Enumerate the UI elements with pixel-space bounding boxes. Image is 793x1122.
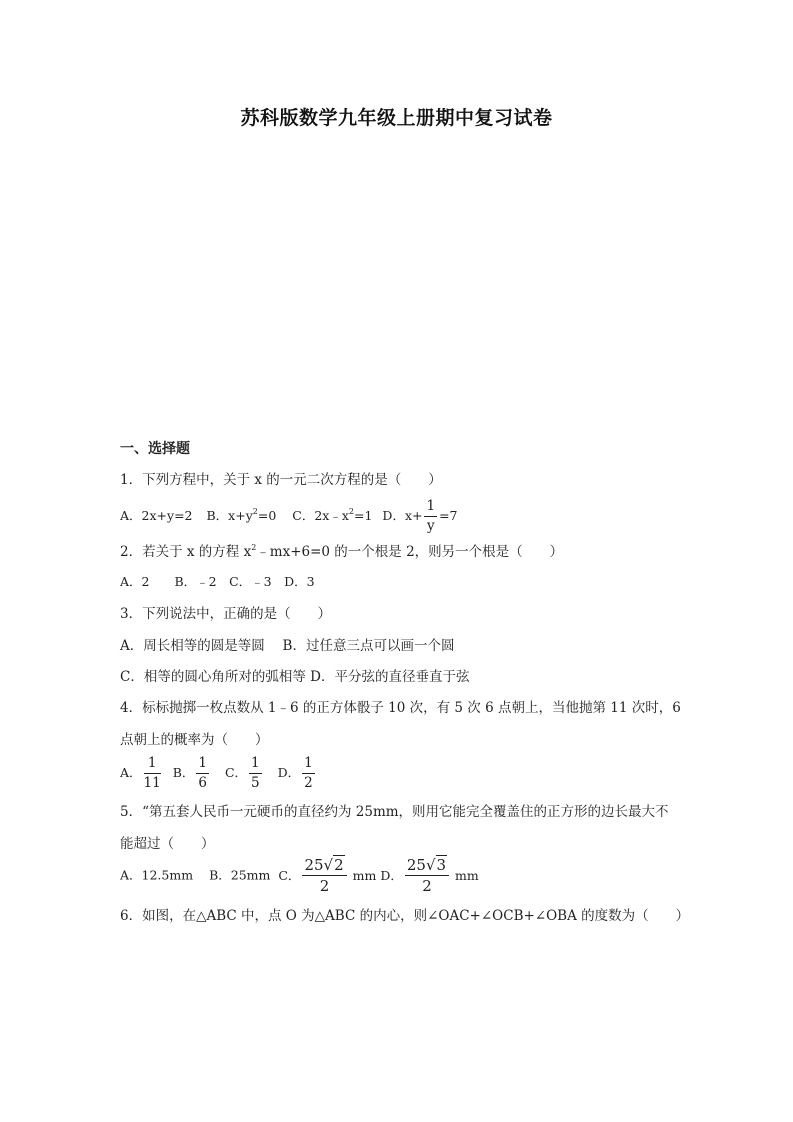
fraction: $\frac{1}{5}$: [251, 755, 260, 791]
q4-option-d: D． $\frac{1}{2}$: [277, 755, 313, 791]
section-heading: 一、选择题: [120, 441, 190, 457]
q4-option-a: A． $\frac{1}{11}$: [120, 755, 161, 791]
fraction: $\frac{1}{6}$: [198, 755, 207, 791]
question-6-stem: 6．如图，在△ABC 中，点 O 为△ABC 的内心，则∠OAC+∠OCB+∠OBA 的度数为（ ）: [120, 908, 690, 924]
question-4-stem-line-1: 4．标标抛掷一枚点数从 1﹣6 的正方体骰子 10 次，有 5 次 6 点朝上，当他抛第 11 次时，6: [120, 700, 681, 716]
q1-option-b: B．$x+y^2=0$: [206, 507, 277, 523]
question-1-options: [120, 500, 458, 533]
question-2-stem: 2．若关于 x 的方程 $x^2﹣mx+6=0$ 的一个根是 2，则另一个根是（ ）: [120, 543, 564, 560]
question-1-stem: 1．下列方程中，关于 x 的一元二次方程的是（ ）: [120, 472, 442, 488]
fraction: $\frac{1}{11}$: [143, 755, 161, 791]
fraction: $\frac{1}{2}$: [304, 755, 313, 791]
q5-option-d: D． $\frac{25√3}{2}$ mm: [380, 856, 479, 895]
fraction: $\frac{25√2}{2}$: [302, 858, 346, 894]
question-3-stem: 3．下列说法中，正确的是（ ）: [120, 606, 332, 622]
q4-option-c: C． $\frac{1}{5}$: [224, 755, 260, 791]
q1-option-c: C．$2x﹣x^2=1$: [292, 507, 373, 523]
page-title: 苏科版数学九年级上册期中复习试卷: [240, 107, 553, 129]
fraction: $\frac{25√3}{2}$: [405, 858, 449, 894]
question-5-options: [120, 858, 479, 894]
fraction: $\frac{1}{y}$: [426, 498, 436, 534]
question-5-stem-line-1: 5．“第五套人民币一元硬币的直径约为 25mm，则用它能完全覆盖住的正方形的边长最大不: [120, 804, 669, 820]
question-4-options: [120, 757, 317, 790]
question-2-options: A．2 B．﹣2 C．﹣3 D．3: [120, 574, 315, 589]
q5-option-b: B．25mm: [209, 867, 271, 883]
square-root: √2: [323, 856, 344, 874]
question-3-options-row-1: A．周长相等的圆是等圆 B．过任意三点可以画一个圆: [120, 638, 455, 654]
q5-option-a: A．12.5mm: [120, 867, 194, 883]
q5-option-c: C． $\frac{25√2}{2}$ mm: [278, 856, 377, 895]
question-3-options-row-2: C．相等的圆心角所对的弧相等 D．平分弦的直径垂直于弦: [120, 669, 470, 685]
question-4-stem-line-2: 点朝上的概率为（ ）: [120, 732, 269, 748]
question-5-stem-line-2: 能超过（ ）: [120, 836, 215, 852]
q1-option-a: A．2x+y=2: [120, 508, 193, 523]
square-root: √3: [425, 856, 447, 874]
q4-option-b: B． $\frac{1}{6}$: [172, 755, 207, 791]
q1-option-d: D．x+ $\frac{1}{y}$ =7: [382, 498, 458, 534]
